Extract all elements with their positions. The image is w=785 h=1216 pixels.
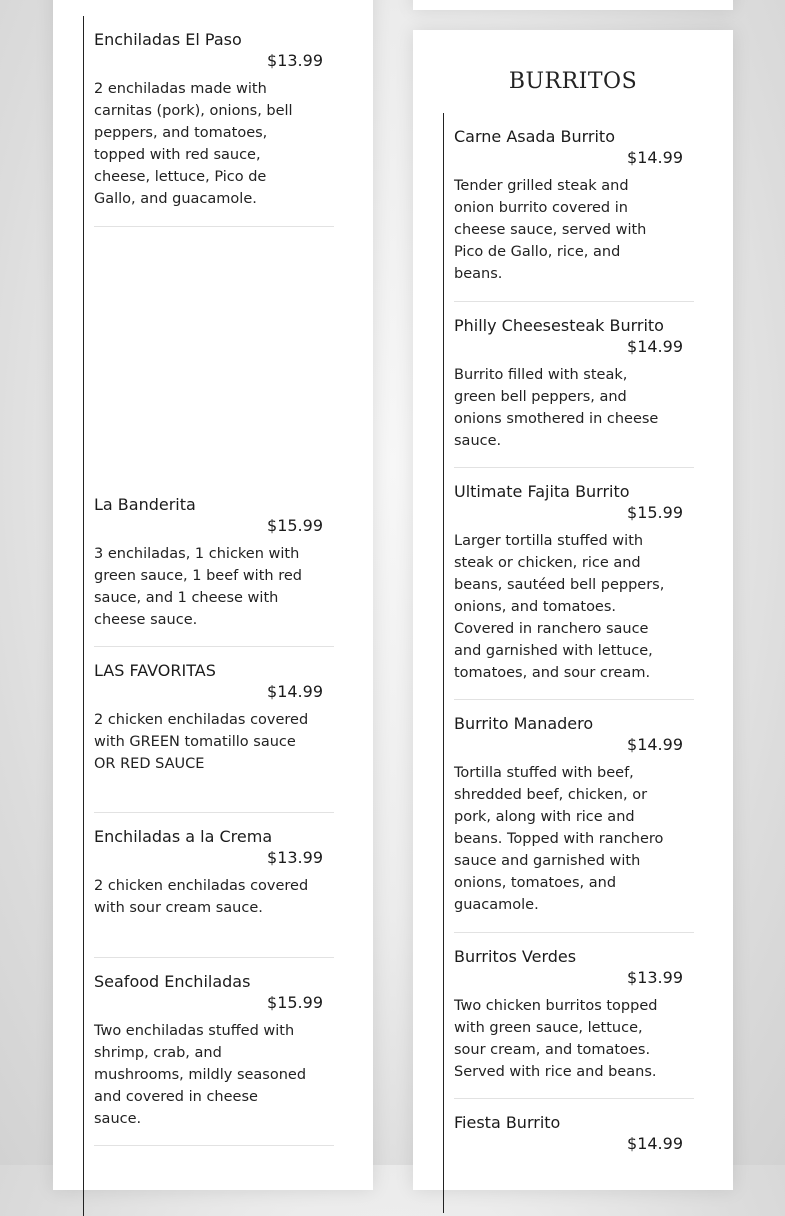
menu-item-description: 2 enchiladas made with carnitas (pork), onions, bell peppers, and tomatoes, topped with red sauce, cheese, lettuce, Pico de Gallo, and guacamole. [94, 81, 293, 207]
menu-item-price: $13.99 [267, 51, 323, 70]
menu-item-name: Burritos Verdes [454, 947, 577, 966]
item-divider [454, 699, 694, 700]
menu-item-description: Tender grilled steak and onion burrito covered in cheese sauce, served with Pico de Gallo, rice, and beans. [454, 178, 647, 282]
menu-item-price: $13.99 [267, 848, 323, 867]
menu-item-name: Enchiladas El Paso [94, 30, 242, 49]
menu-item-description: 2 chicken enchiladas covered with GREEN tomatillo sauce OR RED SAUCE [94, 712, 309, 772]
item-divider [94, 1145, 334, 1146]
item-divider [94, 646, 334, 647]
item-divider [94, 812, 334, 813]
menu-item-name: Burrito Manadero [454, 714, 594, 733]
menu-item-price: $14.99 [627, 148, 683, 167]
section-title: BURRITOS [508, 69, 638, 94]
item-divider [454, 467, 694, 468]
menu-item-description: Larger tortilla stuffed with steak or chicken, rice and beans, sautéed bell peppers, onions, and tomatoes. Covered in ranchero sauce and garnished with lettuce, tomatoes, and sour cream. [454, 533, 665, 681]
menu-item-price: $14.99 [267, 682, 323, 701]
menu-item-description: 3 enchiladas, 1 chicken with green sauce, 1 beef with red sauce, and 1 cheese with cheese sauce. [94, 546, 302, 628]
menu-item-price: $15.99 [267, 516, 323, 535]
menu-item-price: $15.99 [627, 503, 683, 522]
menu-item-price: $14.99 [627, 1134, 683, 1153]
menu-item-name: Fiesta Burrito [454, 1113, 561, 1132]
menu-item-description: Two enchiladas stuffed with shrimp, crab, and mushrooms, mildly seasoned and covered in cheese sauce. [94, 1023, 307, 1127]
item-divider [454, 932, 694, 933]
menu-item-name: Enchiladas a la Crema [94, 827, 273, 846]
left-column-rule [83, 16, 84, 1216]
menu-item-name: Ultimate Fajita Burrito [454, 482, 630, 501]
enchiladas-menu-card [53, 0, 373, 1190]
item-divider [454, 301, 694, 302]
item-divider [454, 1098, 694, 1099]
burritos-menu-card [413, 30, 733, 1190]
menu-item-price: $14.99 [627, 337, 683, 356]
right-column-rule [443, 113, 444, 1213]
menu-item-price: $15.99 [267, 993, 323, 1012]
menu-item-description: Burrito filled with steak, green bell peppers, and onions smothered in cheese sauce. [454, 367, 659, 449]
item-divider [94, 226, 334, 227]
menu-item-price: $14.99 [627, 735, 683, 754]
menu-item-name: LAS FAVORITAS [94, 661, 216, 680]
menu-item-description: 2 chicken enchiladas covered with sour cream sauce. [94, 878, 309, 916]
menu-item-name: Carne Asada Burrito [454, 127, 615, 146]
previous-menu-card [413, 0, 733, 10]
item-divider [94, 957, 334, 958]
menu-item-name: La Banderita [94, 495, 196, 514]
menu-item-price: $13.99 [627, 968, 683, 987]
menu-item-name: Seafood Enchiladas [94, 972, 251, 991]
menu-item-name: Philly Cheesesteak Burrito [454, 316, 664, 335]
menu-item-description: Two chicken burritos topped with green sauce, lettuce, sour cream, and tomatoes. Served with rice and beans. [454, 998, 658, 1080]
menu-item-description: Tortilla stuffed with beef, shredded beef, chicken, or pork, along with rice and beans. Topped with ranchero sauce and garnished with onions, tomatoes, and guacamole. [454, 765, 664, 913]
